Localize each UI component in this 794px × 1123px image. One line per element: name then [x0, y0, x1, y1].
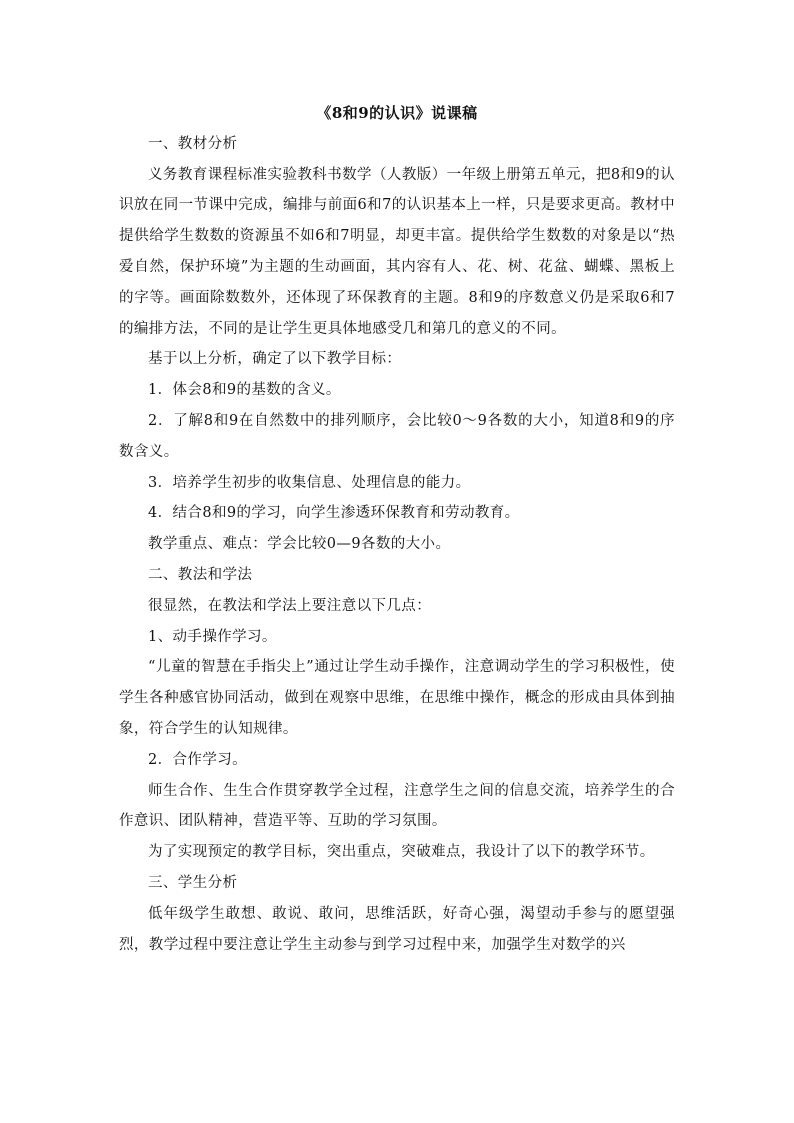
paragraph-design-intro: 为了实现预定的教学目标，突出重点，突破难点，我设计了以下的教学环节。: [148, 844, 655, 861]
method-item-2: 2．合作学习。: [148, 751, 248, 768]
document-title: 《8和9的认识》说课稿: [316, 104, 478, 122]
paragraph-goals-intro: 基于以上分析，确定了以下教学目标：: [148, 351, 402, 368]
goal-item-4: 4．结合8和9的学习，向学生渗透环保教育和劳动教育。: [148, 505, 520, 522]
document-body: [119, 98, 675, 960]
paragraph-key-points: 教学重点、难点：学会比较0—9各数的大小。: [148, 536, 451, 553]
goal-item-3: 3．培养学生初步的收集信息、处理信息的能力。: [148, 474, 471, 491]
goal-item-2: 2．了解8和9在自然数中的排列顺序，会比较0～9各数的大小，知道8和9的序数含义。: [119, 412, 675, 460]
paragraph-cooperation: 师生合作、生生合作贯穿教学全过程，注意学生之间的信息交流，培养学生的合作意识、团队精神，营造平等、互助的学习氛围。: [119, 782, 675, 830]
paragraph-methods-intro: 很显然，在教法和学法上要注意以下几点：: [148, 597, 432, 614]
method-item-1: 1、动手操作学习。: [148, 628, 277, 645]
paragraph-textbook-analysis: 义务教育课程标准实验教科书数学（人教版）一年级上册第五单元，把8和9的认识放在同一节课中完成，编排与前面6和7的认识基本上一样，只是要求更高。教材中提供给学生数数的资源虽不如6和7明显，却更丰富。提供给学生数数的对象是以“热爱自然，保护环境”为主题的生动画面，其内容有人、花、树、花盆、蝴蝶、黑板上的字等。画面除数数外，还体现了环保教育的主题。8和9的序数意义仍是采取6和7的编排方法，不同的是让学生更具体地感受几和第几的意义的不同。: [119, 166, 675, 337]
section-heading-student-analysis: 三、学生分析: [148, 874, 238, 891]
section-heading-textbook-analysis: 一、教材分析: [148, 135, 238, 152]
paragraph-student-analysis: 低年级学生敢想、敢说、敢问，思维活跃，好奇心强，渴望动手参与的愿望强烈，教学过程中要注意让学生主动参与到学习过程中来，加强学生对数学的兴: [119, 905, 675, 953]
section-heading-methods: 二、教法和学法: [148, 566, 253, 583]
goal-item-1: 1．体会8和9的基数的含义。: [148, 382, 341, 399]
paragraph-hands-on: “儿童的智慧在手指尖上”通过让学生动手操作，注意调动学生的学习积极性，使学生各种感官协同活动，做到在观察中思维，在思维中操作，概念的形成由具体到抽象，符合学生的认知规律。: [119, 659, 675, 737]
